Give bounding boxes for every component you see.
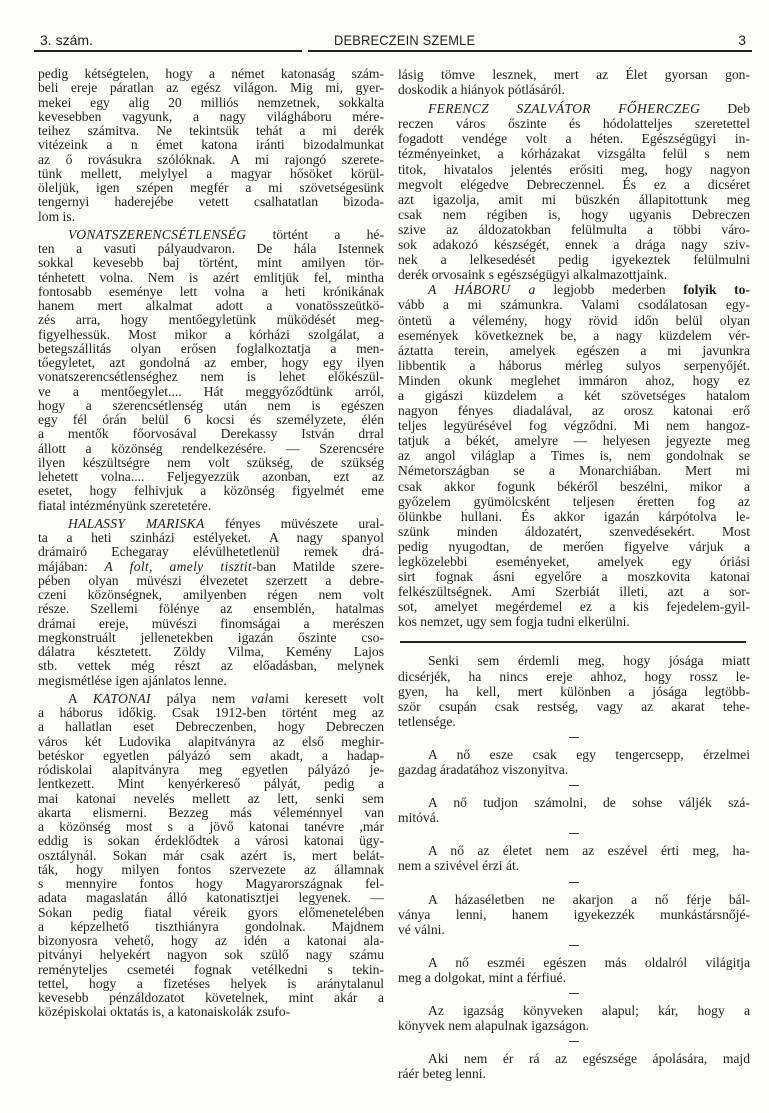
text-line: tőegyletet, azt gondolná az ember, hogy egy ilyen <box>38 355 384 370</box>
text-line <box>398 282 750 297</box>
text-line: hanem mert alkalmat adott a vonatösszeütkö- <box>38 298 384 313</box>
article-paragraph <box>38 67 384 224</box>
text-line: vé válni. <box>398 921 445 937</box>
text-segment: legjobb mederben <box>553 282 684 298</box>
text-line: drámai ereje, müvészi finomságai a merészen <box>38 615 384 631</box>
text-line: gyen, ha kell, mert különben a jósága legtöbb- <box>398 683 750 699</box>
text-line: a háborus időkig. Csak 1912-ben történt meg az <box>38 705 384 720</box>
text-line: csak akkor fogunk békéről beszélni, mikor a <box>398 478 750 494</box>
text-line: ródiskolai alapitványra meg egyetlen pályázó je- <box>38 762 384 777</box>
text-line: események következnek be, a nagy küzdelem vér- <box>398 327 750 343</box>
text-line: ilyen készültségre nem volt szükség, de szükség <box>38 454 384 470</box>
text-line: reményteljes csemetéi fognak vetélkedni s tekin- <box>38 961 384 977</box>
text-line: sokkal kevesebb baj történt, mint amilyen tör- <box>38 255 384 271</box>
header-rule-right <box>308 50 752 52</box>
text-segment: Deb <box>700 101 751 117</box>
italic-lead: val <box>251 690 269 706</box>
text-line: megkonstruált jellenetekben igazán őszinte cso- <box>38 629 384 645</box>
text-line <box>38 517 384 531</box>
text-line: vonatszerencsétlenséghez nem is lehet előkészül- <box>38 369 384 385</box>
text-line: tünk mellett, melylyel a magyar hősöket körül- <box>38 165 384 181</box>
text-line: dálatra késztetett. Zöldy Vilma, Kemény Lajos <box>38 644 384 659</box>
text-line: titok, hivatalos jelentés erősiti meg, hogy nagyon <box>398 161 750 177</box>
aphorism <box>398 747 750 777</box>
text-line: fogadott vendége volt a héten. Egészségügyi in- <box>398 131 750 147</box>
left-column <box>38 67 384 1024</box>
text-segment: ami keresett volt <box>268 690 384 706</box>
italic-lead: FERENCZ SZALVÁTOR FŐHERCZEG <box>428 101 701 117</box>
text-segment: A <box>68 690 93 706</box>
text-line: fontosabb eseménye lett volna a heti krónikának <box>38 283 384 299</box>
text-line: Sokan pedig fiatal véreik gyors előmenetelében <box>38 904 384 920</box>
text-line: Az igazság könyveken alapul; kár, hogy a <box>428 1002 750 1018</box>
text-line: megismétlése igen ajánlatos lenne. <box>38 672 227 688</box>
text-line: figyelhessük. Most mikor a kórházi szolgálat, a <box>38 326 384 342</box>
text-line: mai katonai nevelés mellett az lett, senki sem <box>38 790 384 806</box>
article-paragraph <box>38 517 384 688</box>
italic-lead: A folt, amely tisztit <box>104 558 252 574</box>
text-segment: pálya nem <box>150 690 252 706</box>
text-line: betegszállitás olyan erősen foglalkoztatja a men- <box>38 340 384 356</box>
text-line: doskodik a hiányok pótlásáról. <box>398 82 565 98</box>
text-line: az angol világlap a Times is, nem gondolnak se <box>398 448 750 464</box>
text-line: vább a mi számunkra. Valami csodálatosan egy- <box>398 297 750 313</box>
aphorism <box>398 843 750 873</box>
text-line: ször csupán csak restség, vagy az akarat tehe- <box>398 698 750 714</box>
aphorism <box>398 653 750 728</box>
aphorism <box>398 955 750 985</box>
text-line: fiatal intézményünk szeretetére. <box>38 497 212 513</box>
text-line: betéskor egyetlen pályázó sem akadt, a hadap- <box>38 747 384 763</box>
text-line: pitványi helyekért nagyon sok szülő nagy számu <box>38 947 384 963</box>
text-line: ta a heti szinházi estélyeket. A nagy spanyol <box>38 530 384 545</box>
text-line: a mentők főorvosával Derekassy István drral <box>38 426 384 442</box>
text-line: libbentik a háborus mérleg sulyos serpenyőjét. <box>398 357 750 373</box>
text-line: öntetü a vélemény, hogy rövid időn belül olyan <box>398 312 750 328</box>
text-line: nagyon fényes diadalával, az orosz katonai erő <box>398 403 750 419</box>
dash-separator <box>569 993 579 994</box>
text-line: tengernyi haderejébe vetett csalhatatlan bizoda- <box>38 194 384 210</box>
text-line: lentkezett. Mint kenyérkereső pályát, pedig a <box>38 776 384 792</box>
text-segment: -ban Matilde szere- <box>251 558 384 574</box>
italic-lead: VONATSZERENCSÉTLENSÉG <box>68 226 247 242</box>
text-line: nem a szivével érzi át. <box>398 858 520 874</box>
section-divider <box>400 641 746 643</box>
page-number: 3 <box>738 32 746 48</box>
header-rule-left <box>34 50 302 52</box>
text-line: a képzelhető tiszthiányra gondolnak. Majdnem <box>38 918 384 934</box>
text-line: a közönség most s a jövő katonai tanévre ,már <box>38 819 384 834</box>
text-line: győzelem gyümölcsként teljesen éretten fog az <box>398 493 750 509</box>
italic-lead: HALASSY MARISKA <box>68 515 205 531</box>
text-line: mekei egy alig 20 milliós nemzetnek, sokkalta <box>38 94 384 110</box>
text-line: meg a dolgokat, mint a férfiué. <box>398 969 566 985</box>
text-line <box>38 228 384 242</box>
text-line: adata magaslatán álló katonatisztjei legyenek. — <box>38 890 384 906</box>
text-line: megvolt elégedve Debreczennel. És ez a dicséret <box>398 176 750 192</box>
dash-separator <box>569 785 579 786</box>
dash-separator <box>569 1041 579 1042</box>
text-line: lom is. <box>38 208 76 224</box>
text-line <box>38 692 384 706</box>
text-line: tetlensége. <box>398 713 456 729</box>
text-line: része. Szellemi fölénye az ensemblén, hatalmas <box>38 601 384 617</box>
text-line: egy fél órán belül 6 kocsi és személyzete, élén <box>38 412 384 427</box>
article-paragraph <box>38 692 384 1020</box>
text-line: könyvek nem alapulnak igazságon. <box>398 1018 590 1034</box>
text-line: A nő eszméi egészen más oldalról világitja <box>428 954 750 970</box>
text-line: áztatta terein, amelyek egészen a mi javunkra <box>398 342 750 358</box>
text-line: szünk minden áldozatért, szenvedésekért. Most <box>398 523 750 539</box>
text-line: dicsérjék, ha nincs ereje ahhoz, hogy rossz le- <box>398 668 750 684</box>
aphorisms-section <box>398 653 750 1081</box>
text-line: eddig is sokan érdeklődtek a városi katonai ügy- <box>38 833 384 849</box>
text-line: nek a lelkesedését pedig igyekeztek felülmulni <box>398 252 750 268</box>
text-line: a hallatlan eset Debreczenben, hogy Debreczen <box>38 719 384 735</box>
page-header <box>34 30 752 50</box>
text-line: kevesebb pénzáldozatot követelnek, mint akár a <box>38 990 384 1005</box>
text-line: lásig tömve lesznek, mert az Élet gyorsan gon- <box>398 67 750 82</box>
text-line: ölünkbe hullani. És akkor igazán kárpótolva le- <box>398 508 750 524</box>
italic-lead: KATONAI <box>92 690 151 706</box>
text-line: A nő az életet nem az eszével érti meg, ha- <box>428 843 750 859</box>
text-line: zés arra, hogy mentőegyletünk müködését meg- <box>38 312 384 328</box>
text-line: ványa lenni, hanem igyekezzék munkástársnőjé- <box>398 906 750 922</box>
dash-separator <box>569 737 579 738</box>
text-line: reczen város őszinte és hódolatteljes szeretettel <box>398 116 750 132</box>
text-line: kos nemzet, ugy sem fogja tudni elkerülni. <box>398 614 630 630</box>
text-line: ták, hogy milyen fontos szervezete az államnak <box>38 861 384 877</box>
text-line: tézményeinket, a kórházakat vizsgálta felül s nem <box>398 146 750 162</box>
article-paragraph <box>38 228 384 513</box>
text-line: Aki nem ér rá az egészsége ápolására, majd <box>428 1051 750 1067</box>
right-column <box>398 67 750 1081</box>
italic-lead: A HÁBORU a <box>428 282 554 298</box>
text-line: Minden okunk meglehet immáron ahoz, hogy ez <box>398 372 750 388</box>
text-segment: történt a hé- <box>246 226 384 242</box>
aphorism <box>398 1051 750 1081</box>
news-articles <box>398 67 750 629</box>
text-line: ten a vasuti pályaudvaron. De hála Istennek <box>38 241 384 256</box>
text-line: teihez számitva. Ne tekintsük tehát a mi derék <box>38 123 384 138</box>
text-line: beli ereje páratlan az egész világon. Mig mi, gyer- <box>38 80 384 96</box>
text-line <box>398 101 750 116</box>
article-paragraph <box>398 67 750 97</box>
text-line: szive az áldozatokban felülmulta a többi váro- <box>398 221 750 237</box>
article-paragraph <box>398 282 750 629</box>
dash-separator <box>569 882 579 883</box>
text-line: pedig nyugodtan, de merően figyelve várjuk a <box>398 538 750 554</box>
bold-text: folyik to- <box>683 282 751 298</box>
text-line: mitóvá. <box>398 810 440 826</box>
text-line: ténhetett volna. Nem is azért emlitjük fel, mintha <box>38 269 384 285</box>
text-line: A nő tudjon számolni, de sohse váljék szá- <box>428 795 750 811</box>
text-line: sot, amelyet megérdemel ez a kis fejedelem-gyil- <box>398 599 750 615</box>
text-line: akarta elismerni. Bezzeg más véleménnyel van <box>38 804 384 820</box>
issue-number: 3. szám. <box>40 32 93 48</box>
text-line: s mennyire fontos hogy Magyarországnak fel- <box>38 876 384 891</box>
text-line: Senki sem érdemli meg, hogy jósága miatt <box>428 653 750 669</box>
text-line: kevesebben vagyunk, a nagy világháboru mére- <box>38 108 384 124</box>
text-line: állott a közönség rendelkezésére. — Szerencsére <box>38 440 384 456</box>
text-segment: májában: <box>38 558 105 574</box>
text-line: Németországban se a Monarchiában. Mert mi <box>398 463 750 479</box>
text-line: vitézeink a n émet katona iránti bizodalmunkat <box>38 137 384 153</box>
text-line: bizonyosra vehető, hogy az idén a katonai ala- <box>38 933 384 948</box>
text-line: legközelebbi eseményeket, amelyek egy óriási <box>398 554 750 569</box>
text-line: sirt fognak ásni egyelőre a moszkovita katonai <box>398 569 750 585</box>
text-line: csak nem régiben is, hogy ugyanis Debreczen <box>398 206 750 222</box>
text-line: derék orvosaink s egészségügyi alkalmazottjaink. <box>398 267 668 283</box>
text-line: hogy a szerencsétlenség után nem is egészen <box>38 397 384 413</box>
text-line: stb. vettek még részt az előadásban, melynek <box>38 658 384 674</box>
text-line: A házaséletben ne akarjon a nő férje bál- <box>428 891 750 907</box>
text-line: sok adakozó készségét, ennek a drága nagy sziv- <box>398 237 750 253</box>
aphorism <box>398 892 750 937</box>
text-line: pedig kétségtelen, hogy a német katonaság szám- <box>38 66 384 81</box>
text-line: A nő esze csak egy tengercsepp, érzelmei <box>428 746 750 762</box>
text-line: osztálynál. Sokan már csak azért is, mert belát- <box>38 847 384 863</box>
text-line: öleljük, igen szépen megfér a mi szövetségesünk <box>38 180 384 195</box>
text-line: gazdag áradatához viszonyitva. <box>398 762 569 778</box>
dash-separator <box>569 945 579 946</box>
article-paragraph <box>398 101 750 282</box>
aphorism <box>398 795 750 825</box>
dash-separator <box>569 833 579 834</box>
text-line: drámairó Echegaray elévülhetetlenül remek drá- <box>38 544 384 560</box>
text-line: a gigászi küzdelem a két szövetséges hatalom <box>398 387 750 403</box>
text-line: középiskolai oktatás is, a katonaiskolák zsufo- <box>38 1004 291 1020</box>
text-line: az ő rovásukra szólóknak. A mi rajongó szerete- <box>38 151 384 167</box>
text-line: ve a mentőegylet.... Hát meggyőződtünk arról, <box>38 383 384 399</box>
text-line: tatjuk a békét, amelyre — helyesen jegyezte meg <box>398 433 750 449</box>
aphorism <box>398 1003 750 1033</box>
text-line: esetet, hogy felhivjuk a közönség figyelmét eme <box>38 483 384 499</box>
publication-title: DEBRECZEIN SZEMLE <box>334 32 476 48</box>
text-line: város két Ludovika alapitványra az első meghir- <box>38 733 384 749</box>
text-line: azt igazolja, amit mi büszkén állapitottunk meg <box>398 191 750 207</box>
text-line: tettel, hogy a fizetéses helyek is aránytalanul <box>38 975 384 991</box>
text-line: teljes legyürésével fog végződni. Mi nem hangoz- <box>398 418 750 434</box>
text-line: czeni közönségnek, amilyenben régen nem volt <box>38 587 384 602</box>
text-line <box>38 560 384 574</box>
text-segment: fényes müvészete ural- <box>204 515 384 531</box>
text-line: ráér beteg lenni. <box>398 1066 486 1082</box>
text-line: lehetett volna.... Feljegyezzük azonban, ezt az <box>38 469 384 484</box>
text-line: pében olyan müvészi élvezetet szerzett a debre- <box>38 572 384 588</box>
text-line: felkészültségnek. Ami Szerbiát illeti, azt a sor- <box>398 584 750 600</box>
